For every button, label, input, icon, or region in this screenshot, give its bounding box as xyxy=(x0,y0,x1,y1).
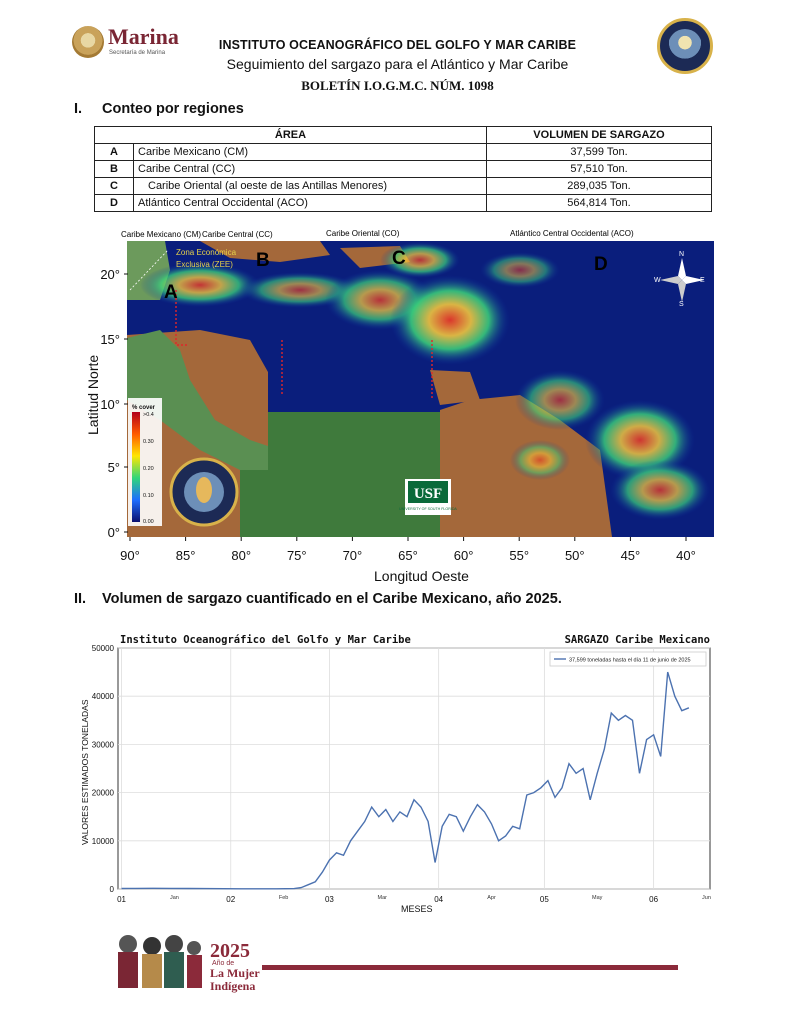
colorbar-tick: 0.30 xyxy=(143,439,154,445)
compass-n: N xyxy=(679,251,685,258)
section-2-heading xyxy=(74,591,562,607)
usf-logo-text: USF xyxy=(413,486,443,502)
region-letter-c: C xyxy=(392,248,406,269)
y-ticks xyxy=(92,644,115,894)
y-tick-label: 40000 xyxy=(91,692,114,702)
map-x-tick-label: 80° xyxy=(231,548,252,563)
x-tick-label: 03 xyxy=(324,895,334,904)
colorbar-tick: >0.4 xyxy=(143,412,154,418)
y-tick-label: 10000 xyxy=(91,836,114,846)
compass-e: E xyxy=(700,277,705,284)
usf-logo xyxy=(399,479,457,515)
compass-s: S xyxy=(679,301,684,308)
institute-seal-map-icon xyxy=(171,459,237,525)
institute-title: INSTITUTO OCEANOGRÁFICO DEL GOLFO Y MAR CARIBE xyxy=(218,38,577,52)
chart-y-label: VALORES ESTIMADOS TONELADAS xyxy=(80,699,90,845)
logo-subtitle: Secretaría de Marina xyxy=(109,50,166,56)
row-letter: C xyxy=(95,178,134,195)
row-volume: 289,035 Ton. xyxy=(487,178,712,195)
row-volume: 57,510 Ton. xyxy=(487,161,712,178)
map-x-ticks xyxy=(120,537,696,563)
legend-label: 37,599 toneladas hasta el día 11 de junio de 2025 xyxy=(569,657,691,664)
map-x-tick-label: 75° xyxy=(286,548,307,563)
x-minor-tick-label: Jun xyxy=(702,895,711,901)
x-tick-label: 05 xyxy=(539,895,549,904)
map-y-label: Latitud Norte xyxy=(85,354,101,435)
x-ticks xyxy=(117,895,711,904)
map-x-tick-label: 90° xyxy=(120,548,140,563)
x-minor-tick-label: Apr xyxy=(487,895,496,901)
colorbar-tick: 0.10 xyxy=(143,493,154,499)
x-minor-tick-label: May xyxy=(592,895,603,901)
map-x-tick-label: 55° xyxy=(509,548,530,563)
usf-logo-sub: UNIVERSITY OF SOUTH FLORIDA xyxy=(399,507,457,511)
section-2-number: II. xyxy=(74,591,87,607)
section-1-title: Conteo por regiones xyxy=(102,101,244,117)
map-x-label: Longitud Oeste xyxy=(374,568,469,584)
map-x-tick-label: 50° xyxy=(564,548,585,563)
region-label-cc: Caribe Central (CC) xyxy=(202,230,273,239)
row-area: Caribe Mexicano (CM) xyxy=(134,144,487,161)
colorbar-tick: 0.00 xyxy=(143,519,154,525)
map-y-tick-label: 5° xyxy=(107,460,120,475)
map-x-tick-label: 40° xyxy=(676,548,696,563)
map-x-tick-label: 70° xyxy=(342,548,363,563)
header-area: ÁREA xyxy=(95,127,487,144)
footer-divider xyxy=(262,965,678,970)
amazon-satellite-land xyxy=(240,412,443,537)
map-y-tick-label: 10° xyxy=(100,397,120,412)
y-tick-label: 30000 xyxy=(91,740,114,750)
footer-small-text: Año de xyxy=(212,960,235,967)
zee-label-1: Zona Económica xyxy=(176,248,237,257)
map-y-tick-label: 15° xyxy=(100,332,120,347)
y-tick-label: 0 xyxy=(109,885,114,894)
x-tick-label: 02 xyxy=(226,895,236,904)
zee-label-2: Exclusiva (ZEE) xyxy=(176,260,233,269)
section-2-title: Volumen de sargazo cuantificado en el Caribe Mexicano, año 2025. xyxy=(102,591,562,607)
women-illustration-icon xyxy=(108,930,204,990)
header-volume: VOLUMEN DE SARGAZO xyxy=(487,127,712,144)
map-x-tick-label: 60° xyxy=(453,548,474,563)
logo-name: Marina xyxy=(108,24,179,49)
footer-line-1: La Mujer xyxy=(210,966,260,980)
row-volume: 564,814 Ton. xyxy=(487,195,712,212)
x-minor-tick-label: Mar xyxy=(377,895,388,901)
section-1-number: I. xyxy=(74,101,83,117)
colorbar-title: % cover xyxy=(132,405,156,411)
x-minor-tick-label: Jan xyxy=(169,895,179,901)
x-minor-tick-label: Feb xyxy=(278,895,289,901)
map-x-tick-label: 65° xyxy=(398,548,418,563)
chart-x-label: MESES xyxy=(401,904,433,914)
footer-year: 2025 xyxy=(210,940,250,962)
sargassum-line-chart xyxy=(0,620,792,920)
map-x-tick-label: 85° xyxy=(175,548,196,563)
colorbar-tick: 0.20 xyxy=(143,466,154,472)
document-subtitle: Seguimiento del sargazo para el Atlántico y Mar Caribe xyxy=(226,56,569,72)
map-y-tick-label: 20° xyxy=(100,267,120,282)
region-letter-d: D xyxy=(594,254,608,275)
colorbar xyxy=(132,412,140,522)
y-tick-label: 20000 xyxy=(91,788,114,798)
x-tick-label: 01 xyxy=(117,895,126,904)
legend xyxy=(550,652,706,666)
row-volume: 37,599 Ton. xyxy=(487,144,712,161)
row-letter: D xyxy=(95,195,134,212)
footer-line-2: Indígena xyxy=(210,979,256,993)
row-area: Atlántico Central Occidental (ACO) xyxy=(134,195,487,212)
region-label-cm: Caribe Mexicano (CM) xyxy=(121,230,202,239)
x-tick-label: 06 xyxy=(649,895,659,904)
row-letter: B xyxy=(95,161,134,178)
region-label-aco: Atlántico Central Occidental (ACO) xyxy=(510,229,634,238)
y-tick-label: 50000 xyxy=(91,644,114,653)
map-x-tick-label: 45° xyxy=(620,548,641,563)
chart-title-right: SARGAZO Caribe Mexicano xyxy=(564,634,710,646)
compass-w: W xyxy=(654,277,661,284)
region-letter-b: B xyxy=(256,250,270,271)
row-area: Caribe Central (CC) xyxy=(134,161,487,178)
chart-title-left: Instituto Oceanográfico del Golfo y Mar Caribe xyxy=(120,634,411,646)
bulletin-number: BOLETÍN I.O.G.M.C. NÚM. 1098 xyxy=(301,78,494,93)
region-letter-a: A xyxy=(164,282,178,303)
row-letter: A xyxy=(95,144,134,161)
plot-area xyxy=(118,648,710,889)
region-label-co: Caribe Oriental (CO) xyxy=(326,229,400,238)
map-y-ticks xyxy=(100,267,128,540)
map-y-tick-label: 0° xyxy=(107,525,120,540)
row-area: Caribe Oriental (al oeste de las Antillas Menores) xyxy=(134,178,487,195)
x-tick-label: 04 xyxy=(434,895,444,904)
